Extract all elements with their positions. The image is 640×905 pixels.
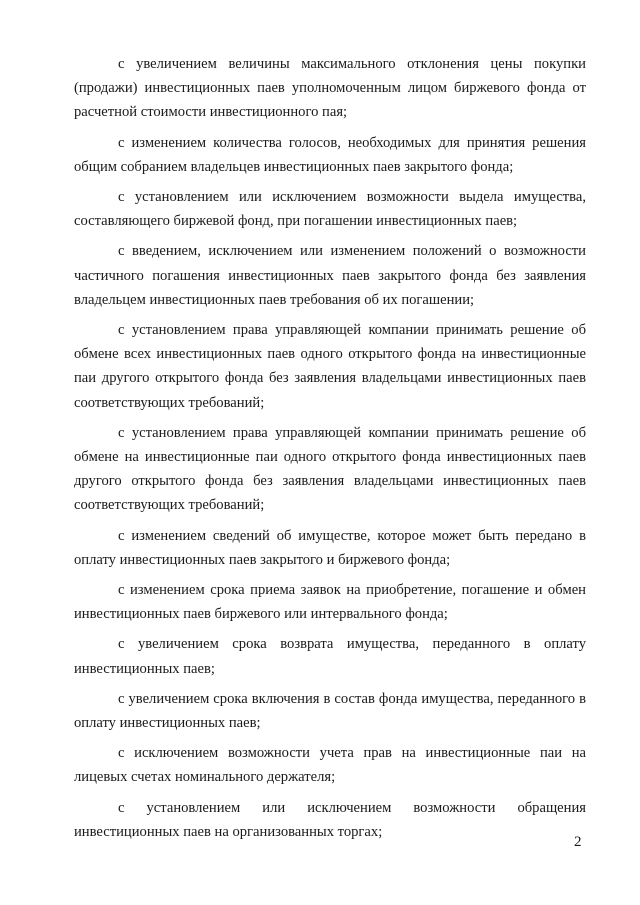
- paragraph: с увеличением величины максимального отклонения цены покупки (продажи) инвестиционных паев уполномоченным лицом биржевого фонда от расчетной стоимости инвестиционного пая;: [74, 56, 586, 121]
- paragraph: с изменением срока приема заявок на приобретение, погашение и обмен инвестиционных паев биржевого или интервального фонда;: [74, 582, 586, 623]
- paragraph: с установлением права управляющей компании принимать решение об обмене на инвестиционные паи одного открытого фонда инвестиционных паев другого открытого фонда без заявления владельцами инвестиционных паев соответствующих требований;: [74, 424, 586, 514]
- paragraph: с исключением возможности учета прав на инвестиционные паи на лицевых счетах номинального держателя;: [74, 745, 586, 786]
- paragraph: с изменением количества голосов, необходимых для принятия решения общим собранием владельцев инвестиционных паев закрытого фонда;: [74, 134, 586, 175]
- paragraph: с установлением или исключением возможности обращения инвестиционных паев на организованных торгах;: [74, 799, 586, 840]
- paragraph: с введением, исключением или изменением положений о возможности частичного погашения инвестиционных паев закрытого фонда без заявления владельцем инвестиционных паев требования об их погашении;: [74, 243, 586, 308]
- paragraph: с установлением права управляющей компании принимать решение об обмене всех инвестиционных паев одного открытого фонда на инвестиционные паи другого открытого фонда без заявления владельцами инвестиционных паев соответствующих требований;: [74, 322, 586, 411]
- paragraph: с увеличением срока возврата имущества, переданного в оплату инвестиционных паев;: [74, 636, 586, 677]
- paragraph: с установлением или исключением возможности выдела имущества, составляющего биржевой фонд, при погашении инвестиционных паев;: [74, 189, 586, 230]
- document-body: [74, 52, 586, 850]
- page-number: 2: [574, 834, 582, 850]
- paragraph: с изменением сведений об имуществе, которое может быть передано в оплату инвестиционных паев закрытого и биржевого фонда;: [74, 527, 586, 568]
- paragraph: с увеличением срока включения в состав фонда имущества, переданного в оплату инвестиционных паев;: [74, 690, 586, 732]
